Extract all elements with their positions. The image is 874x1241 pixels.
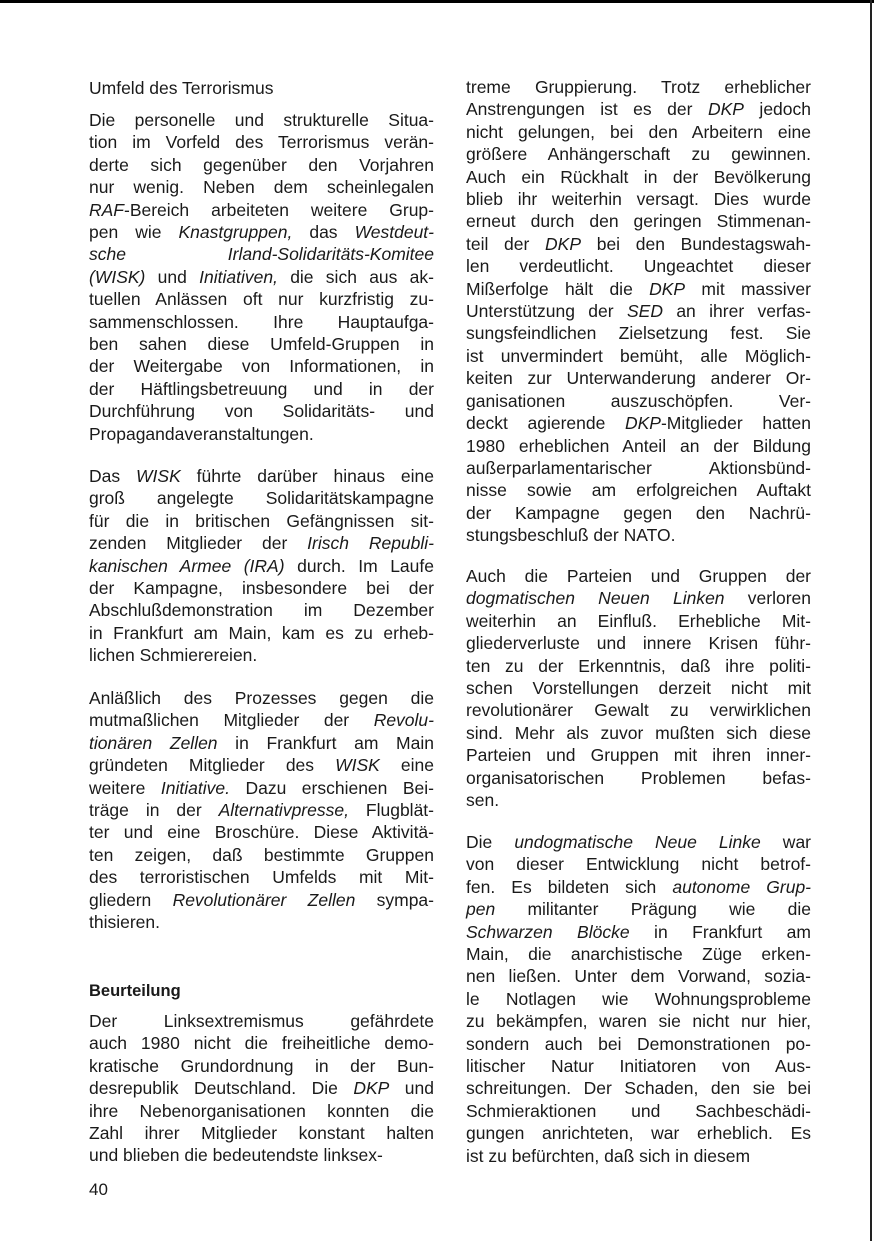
text-line: Abschlußdemonstration im Dezember: [89, 600, 434, 621]
text-line: der Häftlingsbetreuung und in der: [89, 378, 434, 399]
text-line: weiterhin an Einfluß. Erhebliche Mit-: [466, 610, 811, 631]
section-heading: Umfeld des Terrorismus: [89, 78, 274, 98]
text-line: (WISK) und Initiativen, die sich aus ak-: [89, 266, 434, 287]
text-line: ganisationen auszuschöpfen. Ver-: [466, 390, 811, 411]
text-line: träge in der Alternativpresse, Flugblät-: [89, 800, 434, 821]
text-line: Main, die anarchistische Züge erken-: [466, 944, 811, 965]
paragraph: [89, 687, 434, 933]
text-line: ten zu der Erkenntnis, daß ihre politi-: [466, 655, 811, 676]
text-line: Auch ein Rückhalt in der Bevölkerung: [466, 166, 811, 187]
text-line: ist unvermindert bemüht, alle Möglich-: [466, 345, 811, 366]
text-line: lichen Schmierereien.: [89, 645, 258, 666]
text-line: desrepublik Deutschland. Die DKP und: [89, 1078, 435, 1099]
page-right-border: [870, 0, 872, 1241]
text-line: der Kampagne gegen den Nachrü-: [466, 502, 811, 523]
text-line: sind. Mehr als zuvor mußten sich diese: [466, 722, 811, 743]
text-line: nur wenig. Neben dem scheinlegalen: [89, 177, 434, 198]
text-line: und blieben die bedeutendste linksex-: [89, 1145, 383, 1166]
text-line: sen.: [466, 790, 500, 811]
text-line: fen. Es bildeten sich autonome Grup-: [466, 876, 812, 897]
text-line: gründeten Mitglieder des WISK eine: [89, 755, 434, 776]
text-line: Mißerfolge hält die DKP mit massiver: [466, 278, 811, 299]
text-line: Anläßlich des Prozesses gegen die: [89, 688, 434, 708]
text-line: auch 1980 nicht die freiheitliche demo-: [89, 1033, 434, 1054]
page-top-border: [0, 0, 874, 3]
text-line: der Weitergabe von Informationen, in: [89, 356, 434, 377]
text-line: mutmaßlichen Mitglieder der Revolu-: [89, 710, 434, 731]
text-line: weitere Initiative. Dazu erschienen Bei-: [89, 777, 435, 798]
text-line: Anstrengungen ist es der DKP jedoch: [466, 99, 811, 120]
text-line: le Notlagen wie Wohnungsprobleme: [466, 988, 811, 1009]
text-line: gungen anrichteten, war erheblich. Es: [466, 1123, 811, 1144]
text-line: nisse sowie am erfolgreichen Auftakt: [466, 480, 811, 501]
text-line: pen militanter Prägung wie die: [466, 899, 811, 920]
paragraph: [89, 109, 434, 445]
text-line: nicht gelungen, bei den Arbeitern eine: [466, 121, 811, 142]
text-line: ben sahen diese Umfeld-Gruppen in: [89, 334, 434, 355]
page-number: 40: [89, 1180, 108, 1199]
text-line: schen Vorstellungen derzeit nicht mit: [466, 678, 811, 699]
text-line: ter und eine Broschüre. Diese Aktivitä-: [89, 822, 434, 843]
text-line: in Frankfurt am Main, kam es zu erheb-: [89, 622, 434, 643]
text-line: zenden Mitglieder der Irisch Republi-: [89, 533, 434, 554]
text-line: stungsbeschluß der NATO.: [466, 525, 676, 546]
text-line: thisieren.: [89, 912, 161, 933]
text-line: gliederverluste und innere Krisen führ-: [466, 633, 811, 654]
text-line: Schmieraktionen und Sachbeschädi-: [466, 1100, 811, 1121]
paragraph: [466, 565, 811, 811]
text-line: litischer Natur Initiatoren von Aus-: [466, 1056, 811, 1077]
text-line: gliedern Revolutionärer Zellen sympa-: [89, 889, 434, 910]
text-line: Der Linksextremismus gefährdete: [89, 1011, 434, 1031]
text-line: sche Irland-Solidaritäts-Komitee: [89, 244, 434, 265]
text-line: ten zeigen, daß bestimmte Gruppen: [89, 844, 434, 865]
text-line: dogmatischen Neuen Linken verloren: [466, 588, 811, 609]
paragraph: [89, 1010, 434, 1167]
text-line: Zahl ihrer Mitglieder konstant halten: [89, 1123, 434, 1144]
text-line: revolutionärer Gewalt zu verwirklichen: [466, 700, 811, 721]
text-line: tuellen Anlässen oft nur kurzfristig zu-: [89, 289, 434, 310]
text-line: außerparlamentarischer Aktionsbünd-: [466, 457, 811, 478]
text-line: tion im Vorfeld des Terrorismus verän-: [89, 132, 434, 153]
section-subheading: Beurteilung: [89, 982, 181, 1000]
text-line: keiten zur Unterwanderung anderer Or-: [466, 368, 811, 389]
text-line: kratische Grundordnung in der Bun-: [89, 1055, 434, 1076]
text-line: des terroristischen Umfelds mit Mit-: [89, 867, 434, 888]
text-line: deckt agierende DKP-Mitglieder hatten: [466, 413, 811, 434]
paragraph: [466, 831, 811, 1167]
text-line: 1980 erheblichen Anteil an der Bildung: [466, 435, 811, 456]
paragraph: [89, 465, 434, 667]
text-line: sungsfeindlichen Zielsetzung fest. Sie: [466, 323, 811, 344]
text-line: Schwarzen Blöcke in Frankfurt am: [466, 921, 811, 942]
text-line: Die personelle und strukturelle Situa-: [89, 110, 434, 130]
text-line: nen ließen. Unter dem Vorwand, sozia-: [466, 966, 811, 987]
text-line: zu bekämpfen, waren sie nicht nur hier,: [466, 1011, 811, 1032]
text-line: Durchführung von Solidaritäts- und: [89, 401, 434, 422]
text-line: Parteien und Gruppen mit ihren inner-: [466, 745, 811, 766]
text-line: derte sich gegenüber den Vorjahren: [89, 154, 434, 175]
text-line: organisatorischen Problemen befas-: [466, 767, 811, 788]
text-line: für die in britischen Gefängnissen sit-: [89, 510, 434, 531]
text-line: sammenschlossen. Ihre Hauptaufga-: [89, 311, 434, 332]
text-line: teil der DKP bei den Bundestagswah-: [466, 233, 812, 254]
text-line: sondern auch bei Demonstrationen po-: [466, 1033, 811, 1054]
text-line: RAF-Bereich arbeiteten weitere Grup-: [89, 199, 434, 220]
text-line: der Kampagne, insbesondere bei der: [89, 578, 434, 599]
text-line: blieb ihr weiterhin versagt. Dies wurde: [466, 189, 811, 210]
text-line: größere Anhängerschaft zu gewinnen.: [466, 144, 811, 165]
text-line: Auch die Parteien und Gruppen der: [466, 566, 811, 586]
text-line: groß angelegte Solidaritätskampagne: [89, 488, 434, 509]
text-line: treme Gruppierung. Trotz erheblicher: [466, 77, 811, 97]
text-line: tionären Zellen in Frankfurt am Main: [89, 732, 434, 753]
text-line: kanischen Armee (IRA) durch. Im Laufe: [89, 555, 434, 576]
text-line: Das WISK führte darüber hinaus eine: [89, 466, 435, 486]
text-line: ihre Nebenorganisationen konnten die: [89, 1100, 434, 1121]
text-line: len verdeutlicht. Ungeachtet dieser: [466, 256, 811, 277]
text-line: ist zu befürchten, daß sich in diesem: [466, 1145, 751, 1166]
text-line: Propagandaveranstaltungen.: [89, 423, 314, 444]
text-line: erneut durch den geringen Stimmenan-: [466, 211, 811, 232]
text-line: pen wie Knastgruppen, das Westdeut-: [89, 222, 434, 243]
text-line: schreitungen. Der Schaden, den sie bei: [466, 1078, 811, 1099]
text-line: Die undogmatische Neue Linke war: [466, 832, 812, 852]
text-line: Unterstützung der SED an ihrer verfas-: [466, 301, 811, 322]
paragraph: [466, 76, 811, 547]
text-line: von dieser Entwicklung nicht betrof-: [466, 854, 811, 875]
